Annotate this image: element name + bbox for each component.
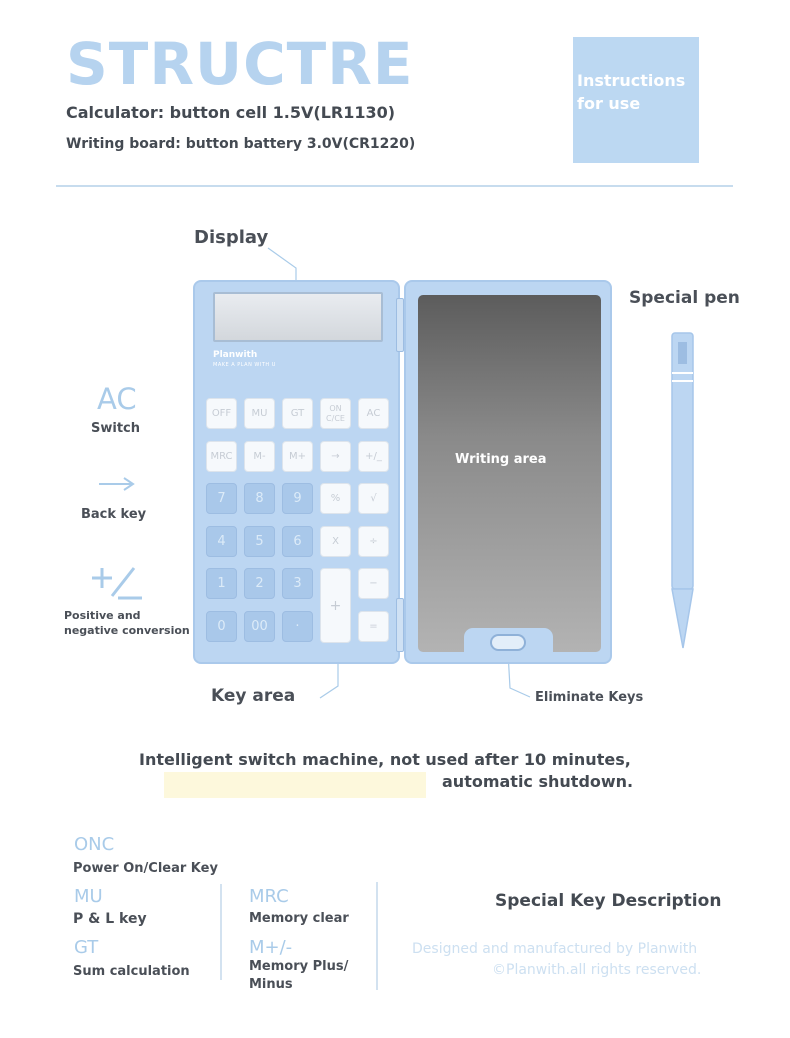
key-ac[interactable]: AC: [358, 398, 389, 429]
key-6[interactable]: 6: [282, 526, 313, 557]
key-5[interactable]: 5: [244, 526, 275, 557]
key-2[interactable]: 2: [244, 568, 275, 599]
rights-text: ©Planwith.all rights reserved.: [492, 962, 702, 978]
designed-by-text: Designed and manufactured by Planwith: [412, 941, 698, 957]
key-00[interactable]: 00: [244, 611, 275, 642]
key-gt[interactable]: GT: [282, 398, 313, 429]
key-desc-onc: Power On/Clear Key: [73, 861, 218, 876]
key-m-minus[interactable]: M-: [244, 441, 275, 472]
desc-divider-2: [376, 882, 378, 990]
key-off[interactable]: OFF: [206, 398, 237, 429]
key-desc-mrc: Memory clear: [249, 911, 349, 926]
key-m-plus[interactable]: M+: [282, 441, 313, 472]
eliminate-button[interactable]: [490, 634, 526, 651]
key-area-leader-line: [320, 662, 338, 698]
key-9[interactable]: 9: [282, 483, 313, 514]
eliminate-keys-label: Eliminate Keys: [535, 690, 644, 705]
key-back[interactable]: →: [320, 441, 351, 472]
special-pen-label: Special pen: [629, 288, 740, 308]
key-decimal[interactable]: ·: [282, 611, 313, 642]
key-mrc[interactable]: MRC: [206, 441, 237, 472]
key-7[interactable]: 7: [206, 483, 237, 514]
key-plus-minus[interactable]: +/_: [358, 441, 389, 472]
ac-symbol: AC: [97, 382, 137, 416]
desc-divider-1: [220, 884, 222, 980]
instructions-badge: Instructions for use: [573, 37, 699, 163]
key-desc-mplus-minus: Memory Plus/ Minus: [249, 959, 349, 992]
key-0[interactable]: 0: [206, 611, 237, 642]
key-4[interactable]: 4: [206, 526, 237, 557]
calculator-display: [213, 292, 383, 342]
key-code-mplus-minus: M+/-: [249, 937, 293, 958]
calculator-battery-text: Calculator: button cell 1.5V(LR1130): [66, 103, 396, 122]
key-code-gt: GT: [74, 937, 99, 958]
key-3[interactable]: 3: [282, 568, 313, 599]
pos-neg-text-line2: negative conversion: [64, 624, 190, 637]
notice-highlight: [164, 772, 426, 798]
key-area-label: Key area: [211, 686, 296, 706]
key-plus[interactable]: +: [320, 568, 351, 643]
writing-area[interactable]: [418, 295, 601, 652]
pos-neg-text: [64, 608, 190, 638]
brand-logo: Planwith: [213, 350, 258, 360]
back-key-text: Back key: [81, 507, 147, 522]
brand-tagline: MAKE A PLAN WITH U: [213, 362, 276, 368]
hinge-bottom: [396, 598, 404, 652]
plus-minus-icon: [92, 568, 142, 598]
writing-area-label: Writing area: [455, 452, 547, 467]
key-percent[interactable]: %: [320, 483, 351, 514]
display-label: Display: [194, 227, 269, 248]
key-sqrt[interactable]: √: [358, 483, 389, 514]
switch-text: Switch: [91, 421, 141, 436]
key-8[interactable]: 8: [244, 483, 275, 514]
key-subtract[interactable]: −: [358, 568, 389, 599]
pos-neg-text-line1: Positive and: [64, 609, 141, 622]
special-pen-icon: [672, 333, 693, 648]
special-key-title: Special Key Description: [495, 891, 722, 911]
board-battery-text: Writing board: button battery 3.0V(CR1220): [66, 136, 416, 152]
key-desc-gt: Sum calculation: [73, 964, 190, 979]
hinge-top: [396, 298, 404, 352]
notice-line1: Intelligent switch machine, not used after 10 minutes,: [139, 750, 631, 769]
notice-line2: automatic shutdown.: [442, 772, 634, 791]
key-equals[interactable]: =: [358, 611, 389, 642]
key-mu[interactable]: MU: [244, 398, 275, 429]
key-divide[interactable]: ÷: [358, 526, 389, 557]
key-multiply[interactable]: X: [320, 526, 351, 557]
key-desc-mu: P & L key: [73, 911, 147, 927]
key-1[interactable]: 1: [206, 568, 237, 599]
key-on-c-ce[interactable]: ON C/CE: [320, 398, 351, 429]
key-code-onc: ONC: [74, 834, 115, 855]
key-code-mrc: MRC: [249, 886, 289, 907]
key-code-mu: MU: [74, 886, 103, 907]
page-title: STRUCTRE: [66, 30, 414, 98]
